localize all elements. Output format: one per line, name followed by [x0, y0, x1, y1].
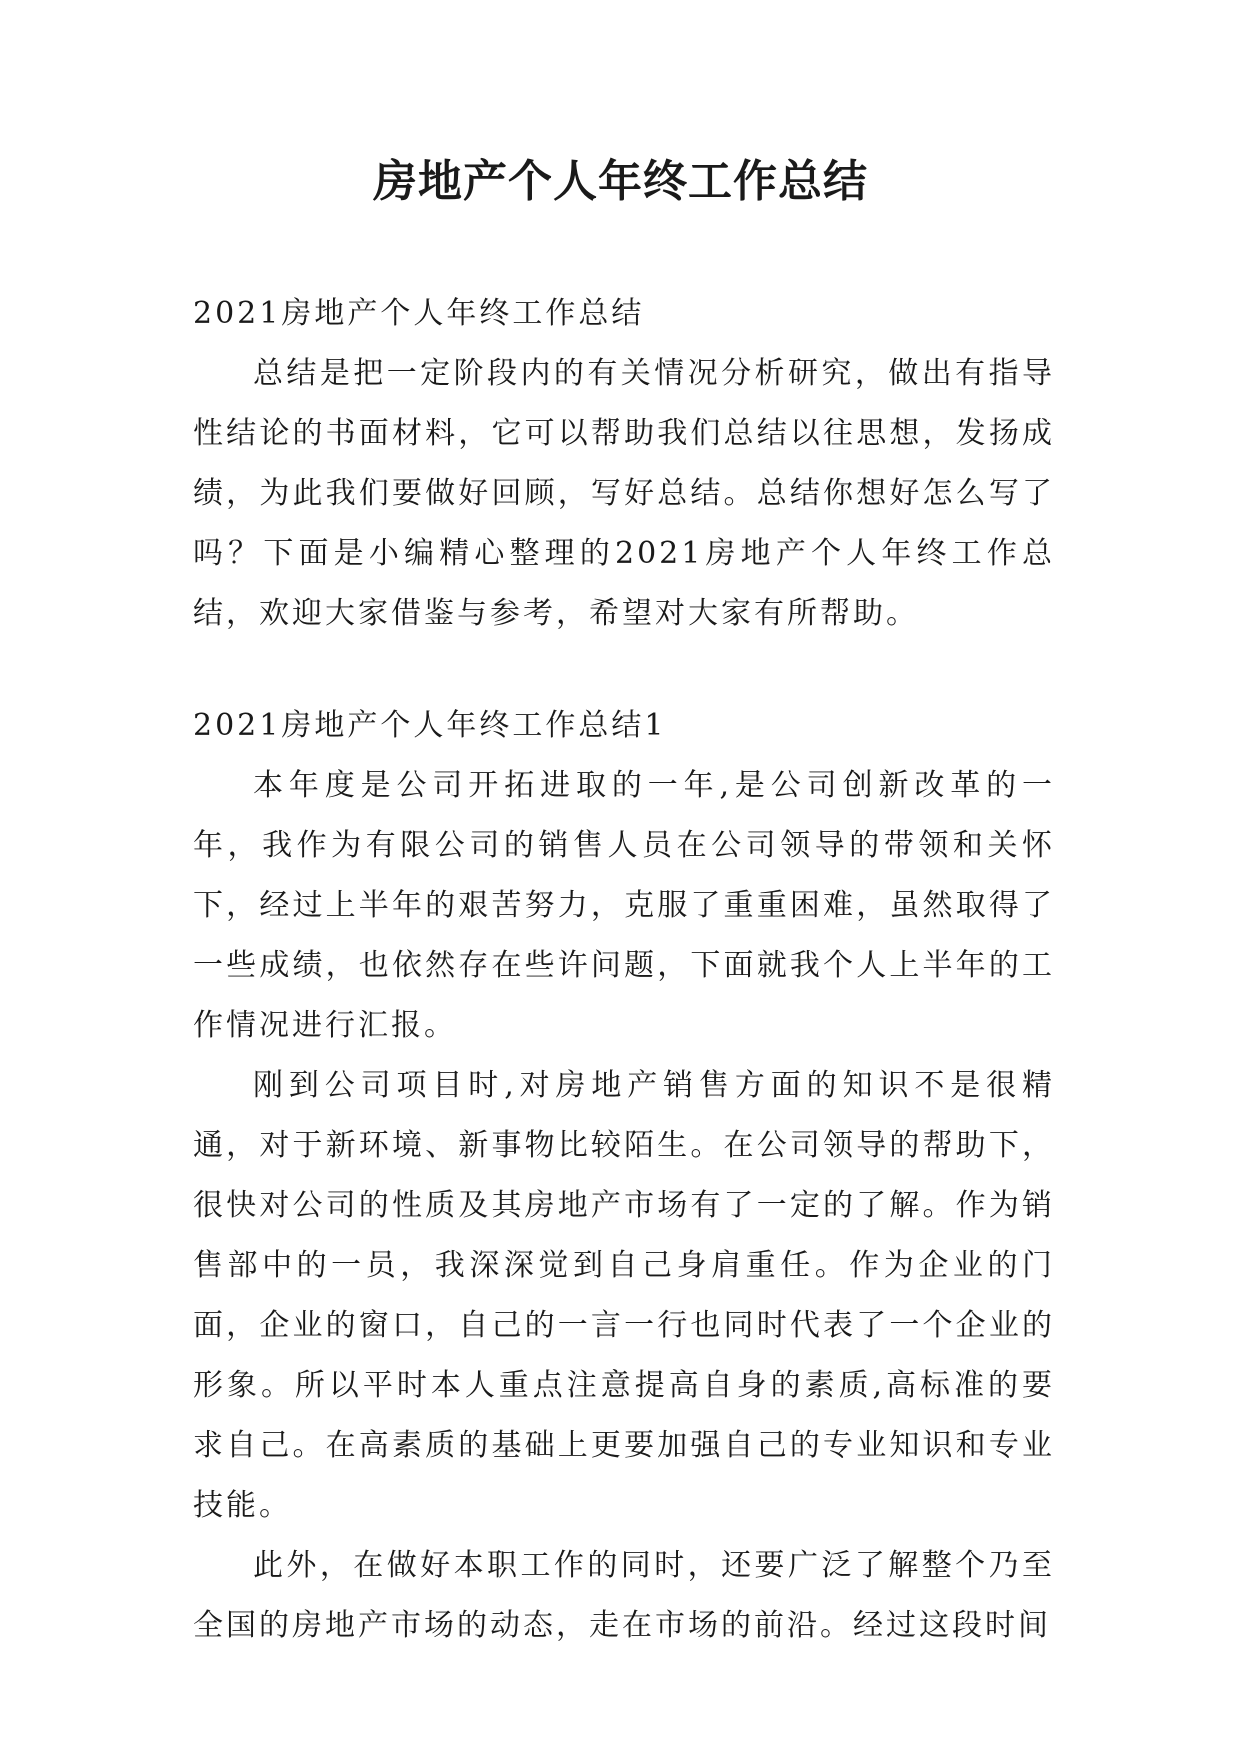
section-1-paragraph-1: 本年度是公司开拓进取的一年,是公司创新改革的一年，我作为有限公司的销售人员在公司领导的带领和关怀下，经过上半年的艰苦努力，克服了重重困难，虽然取得了一些成绩，也依然存在些许问题，下面就我个人上半年的工作情况进行汇报。	[193, 768, 1055, 1043]
section-1	[193, 696, 1055, 1656]
intro-heading: 2021房地产个人年终工作总结	[193, 296, 645, 331]
section-1-heading: 2021房地产个人年终工作总结1	[193, 708, 667, 743]
intro-section	[193, 284, 1055, 644]
section-1-paragraph-2: 刚到公司项目时,对房地产销售方面的知识不是很精通，对于新环境、新事物比较陌生。在公司领导的帮助下，很快对公司的性质及其房地产市场有了一定的了解。作为销售部中的一员，我深深觉到自己身肩重任。作为企业的门面，企业的窗口，自己的一言一行也同时代表了一个企业的形象。所以平时本人重点注意提高自身的素质,高标准的要求自己。在高素质的基础上更要加强自己的专业知识和专业技能。	[193, 1068, 1055, 1523]
document-title: 房地产个人年终工作总结	[373, 156, 868, 207]
section-1-paragraph-3: 此外，在做好本职工作的同时，还要广泛了解整个乃至全国的房地产市场的动态，走在市场的前沿。经过这段时间	[193, 1548, 1055, 1643]
intro-paragraph: 总结是把一定阶段内的有关情况分析研究，做出有指导性结论的书面材料，它可以帮助我们总结以往思想，发扬成绩，为此我们要做好回顾，写好总结。总结你想好怎么写了吗？下面是小编精心整理的2021房地产个人年终工作总结，欢迎大家借鉴与参考，希望对大家有所帮助。	[193, 356, 1055, 631]
